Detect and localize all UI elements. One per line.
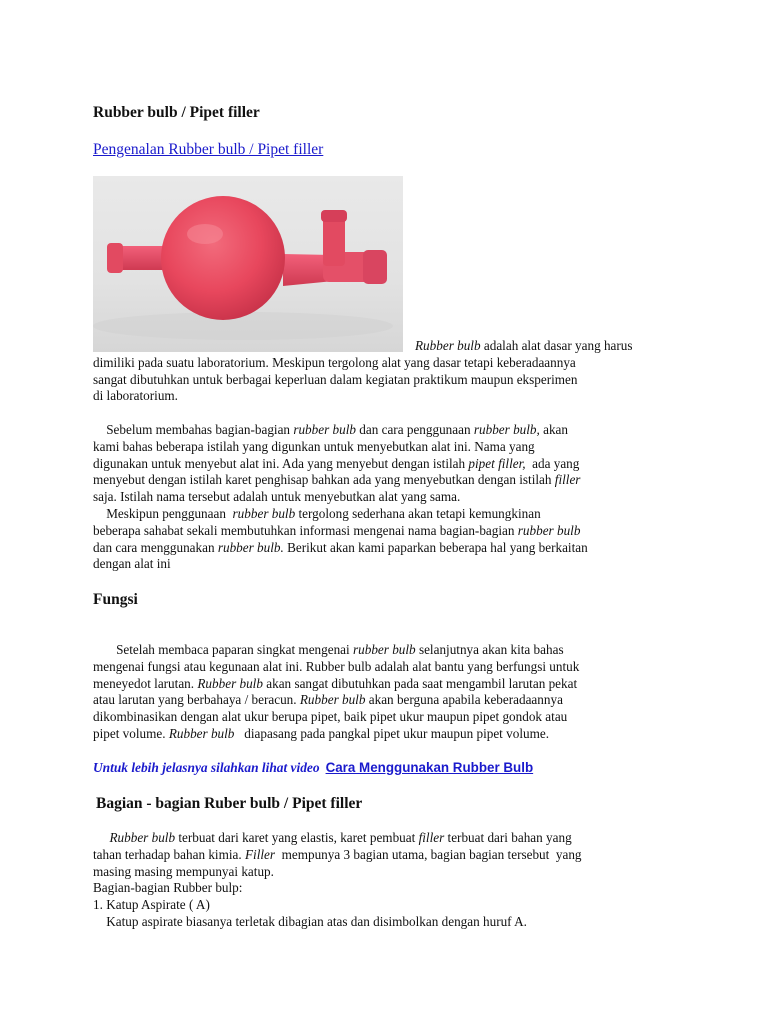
- rubber-bulb-photo: [93, 176, 403, 352]
- intro-link[interactable]: Pengenalan Rubber bulb / Pipet filler: [93, 141, 324, 158]
- video-link[interactable]: Cara Menggunakan Rubber Bulb: [325, 760, 534, 775]
- intro-paragraph: Rubber bulb adalah alat dasar yang harus dimiliki pada suatu laboratorium. Meskipun tergolong alat yang dasar tetapi keberadaannya sangat dibutuhkan untuk berbagai keperluan dalam kegiatan praktikum maupun eksperimen di laboratorium.: [93, 338, 633, 404]
- page-title: Rubber bulb / Pipet filler: [93, 104, 260, 121]
- fungsi-paragraph: Setelah membaca paparan singkat mengenai rubber bulb selanjutnya akan kita bahas mengenai fungsi atau kegunaan alat ini. Rubber bulb adalah alat bantu yang berfungsi untuk meneyedot larutan. Rubber bulb akan sangat dibutuhkan pada saat mengambil larutan pekat atau larutan yang berbahaya / beracun. Rubber bulb akan berguna apabila keberadaannya dikombinasikan dengan alat ukur berupa pipet, baik pipet ukur maupun pipet gondok atau pipet volume. Rubber bulb diapasang pada pangkal pipet ukur maupun pipet volume.: [93, 642, 580, 741]
- terms-paragraph: Sebelum membahas bagian-bagian rubber bulb dan cara penggunaan rubber bulb, akan kami bahas beberapa istilah yang digunkan untuk menyebutkan alat ini. Nama yang digunakan untuk menyebut alat ini. Ada yang menyebut dengan istilah pipet filler, ada yang menyebut dengan istilah karet penghisap bahkan ada yang menyebutkan dengan istilah filler saja. Istilah nama tersebut adalah untuk menyebutkan alat yang sama. Meskipun penggunaan rubber bulb tergolong sederhana akan tetapi kemungkinan beberapa sahabat sekali membutuhkan informasi mengenai nama bagian-bagian rubber bulb dan cara menggunakan rubber bulb. Berikut akan kami paparkan beberapa hal yang berkaitan dengan alat ini: [93, 422, 588, 572]
- bagian-heading: Bagian - bagian Ruber bulb / Pipet filler: [96, 795, 363, 812]
- rubber-bulb-illustration: [93, 176, 403, 352]
- video-lead-text: Untuk lebih jelasnya silahkan lihat video: [93, 760, 320, 775]
- fungsi-heading: Fungsi: [93, 591, 138, 608]
- video-line: [93, 760, 533, 776]
- bagian-paragraph: Rubber bulb terbuat dari karet yang elastis, karet pembuat filler terbuat dari bahan yang tahan terhadap bahan kimia. Filler mempunya 3 bagian utama, bagian bagian tersebut yang masing masing mempunyai katup. Bagian-bagian Rubber bulp: 1. Katup Aspirate ( A) Katup aspirate biasanya terletak dibagian atas dan disimbolkan dengan huruf A.: [93, 830, 582, 929]
